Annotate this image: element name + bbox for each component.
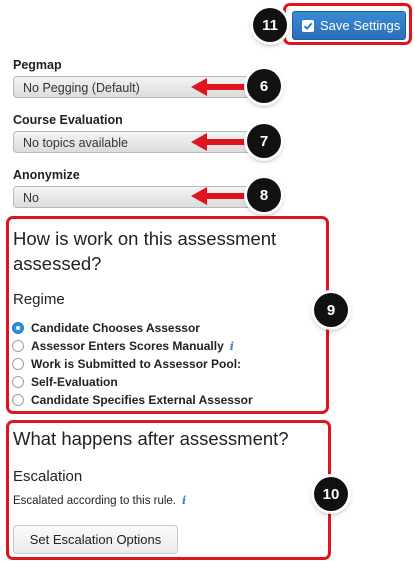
anonymize-label: Anonymize bbox=[13, 168, 80, 182]
badge-11: 11 bbox=[253, 8, 287, 42]
regime-option-label: Candidate Chooses Assessor bbox=[31, 321, 200, 335]
badge-7: 7 bbox=[247, 124, 281, 158]
regime-option-label: Self-Evaluation bbox=[31, 375, 118, 389]
radio-button-selected[interactable] bbox=[12, 322, 24, 334]
info-icon[interactable]: i bbox=[229, 339, 234, 353]
escalation-text-label: Escalated according to this rule. bbox=[13, 494, 177, 507]
set-escalation-options-button[interactable]: Set Escalation Options bbox=[13, 525, 178, 554]
regime-option[interactable] bbox=[12, 356, 241, 372]
badge-8: 8 bbox=[247, 178, 281, 212]
radio-button[interactable] bbox=[12, 376, 24, 388]
badge-9: 9 bbox=[314, 293, 348, 327]
radio-button[interactable] bbox=[12, 394, 24, 406]
regime-option[interactable] bbox=[12, 338, 234, 354]
anonymize-select[interactable]: No bbox=[13, 186, 281, 208]
regime-option[interactable] bbox=[12, 320, 200, 336]
arrow-course-evaluation bbox=[205, 139, 250, 145]
info-icon[interactable]: i bbox=[182, 494, 187, 507]
badge-10: 10 bbox=[314, 477, 348, 511]
pegmap-select[interactable]: No Pegging (Default) bbox=[13, 76, 281, 98]
arrow-pegmap bbox=[205, 84, 250, 90]
pegmap-label: Pegmap bbox=[13, 58, 62, 72]
regime-option-label: Assessor Enters Scores Manually bbox=[31, 339, 224, 353]
escalation-text bbox=[13, 494, 186, 507]
course-evaluation-select[interactable]: No topics available bbox=[13, 131, 281, 153]
regime-option-label: Work is Submitted to Assessor Pool: bbox=[31, 357, 242, 371]
regime-option-label: Candidate Specifies External Assessor bbox=[31, 393, 253, 407]
regime-option[interactable] bbox=[12, 392, 253, 408]
check-icon bbox=[302, 20, 314, 32]
badge-6: 6 bbox=[247, 69, 281, 103]
radio-button[interactable] bbox=[12, 358, 24, 370]
save-settings-button[interactable] bbox=[292, 11, 406, 40]
save-settings-label: Save Settings bbox=[320, 18, 401, 33]
regime-title: Regime bbox=[13, 291, 65, 308]
regime-option[interactable] bbox=[12, 374, 118, 390]
escalation-title: Escalation bbox=[13, 468, 83, 485]
course-evaluation-label: Course Evaluation bbox=[13, 113, 123, 127]
assessment-question: How is work on this assessment assessed? bbox=[13, 228, 277, 274]
arrow-anonymize bbox=[205, 193, 250, 199]
after-assessment-question: What happens after assessment? bbox=[13, 428, 289, 449]
radio-button[interactable] bbox=[12, 340, 24, 352]
